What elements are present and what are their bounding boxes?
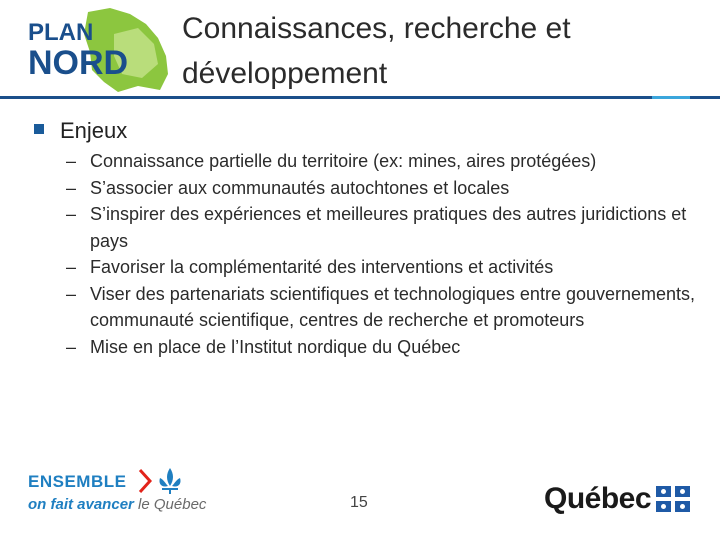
dash-bullet: –	[66, 204, 77, 224]
quebec-wordmark: Québec	[544, 482, 652, 515]
dash-bullet: –	[66, 336, 77, 357]
list-item	[66, 175, 696, 202]
list-item	[66, 254, 696, 281]
list-item	[66, 148, 696, 175]
heading-bullet-item	[34, 118, 127, 144]
list-item-text: Mise en place de l’Institut nordique du Québec	[90, 336, 461, 357]
page-number: 15	[350, 494, 368, 511]
title-line-1: Connaissances, recherche et	[182, 12, 571, 45]
list-item-text: Favoriser la complémentarité des interventions et activités	[90, 257, 554, 277]
sub-bullet-list	[66, 148, 696, 360]
list-item-text: Connaissance partielle du territoire (ex: mines, aires protégées)	[90, 151, 597, 171]
header-rule	[0, 96, 720, 99]
list-item-text: Viser des partenariats scientifiques et technologiques entre gouvernements, communauté scientifique, centres de recherche et promoteurs	[90, 283, 696, 330]
title-line-2: développement	[182, 57, 388, 90]
list-item-text: S’inspirer des expériences et meilleures pratiques des autres juridictions et pays	[90, 204, 687, 251]
plan-nord-logo	[18, 4, 170, 94]
header-rule-accent	[652, 96, 690, 99]
slogan-line-2	[28, 496, 206, 513]
quebec-logo	[544, 482, 694, 520]
dash-bullet: –	[66, 177, 77, 198]
square-bullet-icon	[34, 124, 44, 134]
slogan-bold: on fait avancer	[28, 496, 134, 513]
quebec-flag-icon	[656, 486, 690, 512]
dash-bullet: –	[66, 283, 77, 304]
chevron-right-icon	[138, 468, 152, 494]
logo-text-nord: NORD	[28, 44, 129, 82]
logo-text-plan: PLAN	[28, 19, 94, 46]
slogan-light: le Québec	[138, 496, 207, 513]
list-item-text: S’associer aux communautés autochtones et locales	[90, 177, 510, 198]
ensemble-word: ENSEMBLE	[28, 472, 127, 491]
ensemble-logo	[28, 466, 238, 520]
list-item	[66, 281, 696, 334]
section-heading: Enjeux	[60, 118, 128, 143]
fleur-de-lis-icon	[156, 466, 184, 496]
dash-bullet: –	[66, 151, 77, 171]
list-item	[66, 334, 696, 361]
dash-bullet: –	[66, 257, 77, 277]
list-item	[66, 201, 696, 254]
slide-title	[182, 6, 702, 96]
